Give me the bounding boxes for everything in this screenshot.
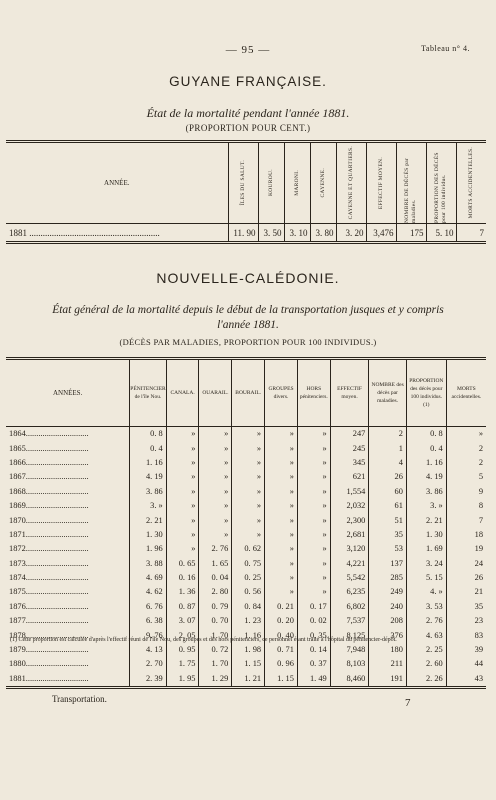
- year-cell: 1869..............................: [6, 499, 130, 513]
- table-cell: 2,032: [330, 499, 369, 513]
- table-cell: »: [199, 441, 232, 455]
- table-cell: »: [166, 427, 199, 442]
- table-cell: 0. 71: [265, 643, 298, 657]
- table-cell: 180: [369, 643, 407, 657]
- year-cell: 1868..............................: [6, 485, 130, 499]
- table-cell: 1. 30: [406, 528, 446, 542]
- column-header-label: PROPORTION DES DÉCÈS pour 100 individus.: [434, 152, 447, 223]
- table-cell: 4. 19: [130, 470, 166, 484]
- table-cell: »: [166, 542, 199, 556]
- table-cell: 2. 39: [130, 672, 166, 688]
- table-row: [6, 600, 486, 614]
- column-header: BOURAIL.: [232, 359, 265, 427]
- column-header: ANNÉE.: [6, 142, 228, 224]
- table-cell: »: [199, 485, 232, 499]
- table-cell: 4,221: [330, 557, 369, 571]
- table-cell: »: [265, 485, 298, 499]
- year-cell: 1876..............................: [6, 600, 130, 614]
- table-cell: »: [265, 470, 298, 484]
- table-cell: 18: [474, 529, 483, 539]
- table-cell: »: [265, 557, 298, 571]
- table-cell: 0. 70: [199, 614, 232, 628]
- table-cell: 2: [369, 427, 407, 442]
- column-header-label: NOMBRE DE DÉCÈS par maladies.: [404, 157, 417, 223]
- table-cell: 3. 20: [336, 224, 366, 243]
- column-header: HORS pénitenciers.: [297, 359, 330, 427]
- table-cell: 24: [474, 558, 483, 568]
- table-cell: 2. 76: [199, 542, 232, 556]
- year-cell: 1879..............................: [6, 643, 130, 657]
- table-cell: »: [265, 571, 298, 585]
- table-cell: 35: [369, 528, 407, 542]
- column-header-label: CAYENNE ET QUARTIERS.: [347, 146, 354, 220]
- column-header-label: MORTS ACCIDENTELLES.: [467, 147, 474, 219]
- year-cell: 1878..............................: [6, 628, 130, 642]
- table-cell: »: [166, 513, 199, 527]
- table-cell: 4. 19: [406, 470, 446, 484]
- table-row: [6, 528, 486, 542]
- table-cell: 6. 76: [130, 600, 166, 614]
- table-cell: 8,103: [330, 657, 369, 671]
- column-header: OUARAIL.: [199, 359, 232, 427]
- footnote: (1) Cette proportion est calculée d'après l'effectif réuni de l'île Nou, des groupes et des hors pénitenciers, ce personnel étant traité à l'hôpital du pénitencier-dépôt.: [10, 637, 397, 643]
- table-cell: »: [199, 528, 232, 542]
- table-cell: 0. 25: [232, 571, 265, 585]
- table-cell: 1. 23: [232, 614, 265, 628]
- table-cell: »: [265, 528, 298, 542]
- table-cell: 1. 16: [232, 628, 265, 642]
- table-cell: »: [232, 456, 265, 470]
- table-cell: 0. 75: [232, 557, 265, 571]
- table-cell: 83: [474, 630, 483, 640]
- table-cell: 0. 87: [166, 600, 199, 614]
- year-cell: 1880..............................: [6, 657, 130, 671]
- table-cell: 0. 96: [265, 657, 298, 671]
- table-cell: 1,554: [330, 485, 369, 499]
- table-cell: 137: [369, 557, 407, 571]
- table-cell: 0. 16: [166, 571, 199, 585]
- table-cell: »: [166, 485, 199, 499]
- section-title-guyane: GUYANE FRANÇAISE.: [169, 74, 327, 89]
- table-cell: 1. 21: [232, 672, 265, 688]
- table-cell: »: [232, 513, 265, 527]
- table-cell: 8: [478, 501, 483, 511]
- table-cell: 3. 86: [130, 485, 166, 499]
- table-cell: 5,542: [330, 571, 369, 585]
- year-cell: 1875..............................: [6, 585, 130, 599]
- table-cell: 3. 88: [130, 557, 166, 571]
- table-cell: »: [297, 456, 330, 470]
- guyane-table: [6, 140, 486, 244]
- year-cell: 1871..............................: [6, 528, 130, 542]
- table-cell: 2. 26: [406, 672, 446, 688]
- year-cell: 1864..............................: [6, 427, 130, 442]
- table-cell: 0. 37: [297, 657, 330, 671]
- table-cell: 2: [478, 443, 483, 453]
- subtitle-line-1: État général de la mortalité depuis le début de la transportation jusques et y compris: [52, 304, 444, 316]
- section-subtitle-guyane: État de la mortalité pendant l'année 1881.: [146, 106, 350, 120]
- page-number: — 95 —: [225, 44, 271, 56]
- table-cell: 0. 4: [130, 441, 166, 455]
- table-cell: 1. 30: [130, 528, 166, 542]
- table-row: [6, 456, 486, 470]
- table-cell: 0. 02: [297, 614, 330, 628]
- table-cell: 1. 70: [199, 628, 232, 642]
- table-cell: 5. 10: [426, 224, 456, 243]
- table-cell: 26: [369, 470, 407, 484]
- table-cell: 1. 69: [406, 542, 446, 556]
- table-cell: 7: [479, 227, 484, 238]
- table-cell: 6,235: [330, 585, 369, 599]
- table-cell: 9. 76: [130, 628, 166, 642]
- column-header-label: EFFECTIF MOYEN.: [377, 156, 384, 210]
- table-cell: 51: [369, 513, 407, 527]
- table-row: [6, 657, 486, 671]
- table-cell: 249: [369, 585, 407, 599]
- table-cell: 621: [330, 470, 369, 484]
- table-cell: 0. 72: [199, 643, 232, 657]
- table-cell: 1: [369, 441, 407, 455]
- table-cell: 4: [369, 456, 407, 470]
- column-header: [284, 142, 310, 224]
- table-cell: 4. 63: [406, 628, 446, 642]
- table-cell: 3,120: [330, 542, 369, 556]
- table-cell: 2. 21: [130, 513, 166, 527]
- table-cell: 208: [369, 614, 407, 628]
- table-cell: 240: [369, 600, 407, 614]
- table-cell: 0. 20: [265, 614, 298, 628]
- year-cell: 1874..............................: [6, 571, 130, 585]
- column-header: [426, 142, 456, 224]
- table-cell: 0. 8: [406, 427, 446, 442]
- table-row: [6, 585, 486, 599]
- table-cell: »: [265, 585, 298, 599]
- table-cell: »: [297, 485, 330, 499]
- year-cell: 1866..............................: [6, 456, 130, 470]
- table-cell: »: [297, 513, 330, 527]
- table-cell: 35: [474, 601, 483, 611]
- column-header: CANALA.: [166, 359, 199, 427]
- table-cell: »: [166, 456, 199, 470]
- table-cell: 0. 4: [406, 441, 446, 455]
- table-cell: 2. 80: [199, 585, 232, 599]
- table-cell: 39: [474, 645, 483, 655]
- table-cell: 0. 21: [265, 600, 298, 614]
- table-cell: »: [297, 528, 330, 542]
- column-header: [258, 142, 284, 224]
- table-cell: 26: [474, 573, 483, 583]
- table-cell: 1. 75: [166, 657, 199, 671]
- table-cell: »: [199, 499, 232, 513]
- table-cell: »: [478, 429, 483, 439]
- column-header: GROUPES divers.: [265, 359, 298, 427]
- table-cell: 3. 53: [406, 600, 446, 614]
- table-cell: »: [297, 499, 330, 513]
- subtitle-line-2: l'année 1881.: [217, 319, 279, 331]
- table-row: [6, 470, 486, 484]
- table-cell: »: [232, 470, 265, 484]
- table-cell: 175: [396, 224, 426, 243]
- table-cell: 23: [474, 616, 483, 626]
- table-cell: 5: [478, 472, 483, 482]
- table-cell: 2. 05: [166, 628, 199, 642]
- column-header: NOMBRE des décès par maladies.: [369, 359, 407, 427]
- column-header: [456, 142, 486, 224]
- table-cell: 4. »: [406, 585, 446, 599]
- table-cell: »: [297, 571, 330, 585]
- table-row: [6, 485, 486, 499]
- table-cell: 0. 40: [265, 628, 298, 642]
- column-header: MORTS accidentelles.: [446, 359, 486, 427]
- year-cell: 1872..............................: [6, 542, 130, 556]
- table-cell: 0. 84: [232, 600, 265, 614]
- table-cell: 3. »: [130, 499, 166, 513]
- table-cell: 0. 8: [130, 427, 166, 442]
- table-cell: 60: [369, 485, 407, 499]
- table-cell: 8,460: [330, 672, 369, 688]
- table-cell: 1. 96: [130, 542, 166, 556]
- table-cell: 247: [330, 427, 369, 442]
- table-cell: »: [166, 470, 199, 484]
- table-cell: »: [199, 427, 232, 442]
- table-cell: 0. 56: [232, 585, 265, 599]
- table-cell: 9: [478, 486, 483, 496]
- table-cell: 2. 76: [406, 614, 446, 628]
- table-cell: 44: [474, 659, 483, 669]
- footer-signature-number: 7: [405, 697, 411, 709]
- table-cell: 4. 69: [130, 571, 166, 585]
- table-cell: 1. 70: [199, 657, 232, 671]
- table-cell: »: [199, 470, 232, 484]
- year-cell: 1877..............................: [6, 614, 130, 628]
- table-cell: 0. 65: [166, 557, 199, 571]
- table-cell: 2. 25: [406, 643, 446, 657]
- section-note-guyane: (PROPORTION POUR CENT.): [185, 123, 311, 133]
- table-cell: 1. 49: [297, 672, 330, 688]
- table-cell: 345: [330, 456, 369, 470]
- table-reference: Tableau n° 4.: [421, 44, 470, 53]
- table-cell: »: [232, 528, 265, 542]
- table-row: [6, 571, 486, 585]
- table-cell: 3. 10: [284, 224, 310, 243]
- table-cell: »: [166, 499, 199, 513]
- table-cell: 6,802: [330, 600, 369, 614]
- table-cell: 2. 21: [406, 513, 446, 527]
- table-cell: 3. »: [406, 499, 446, 513]
- table-cell: 0. 04: [199, 571, 232, 585]
- table-cell: 2. 60: [406, 657, 446, 671]
- column-header: [336, 142, 366, 224]
- table-cell: 1. 15: [265, 672, 298, 688]
- table-cell: 1. 95: [166, 672, 199, 688]
- table-cell: 11. 90: [228, 224, 258, 243]
- table-row: [6, 499, 486, 513]
- table-cell: 2: [478, 457, 483, 467]
- table-cell: »: [199, 456, 232, 470]
- year-cell: 1867..............................: [6, 470, 130, 484]
- year-cell: 1870..............................: [6, 513, 130, 527]
- section-subtitle-caledonie: [14, 303, 482, 333]
- table-cell: 376: [369, 628, 407, 642]
- table-row: [6, 427, 486, 442]
- table-cell: 1. 36: [166, 585, 199, 599]
- table-cell: 0. 79: [199, 600, 232, 614]
- table-cell: »: [265, 427, 298, 442]
- table-cell: 21: [474, 587, 483, 597]
- section-title-caledonie: NOUVELLE-CALÉDONIE.: [156, 270, 340, 286]
- table-cell: 3. 86: [406, 485, 446, 499]
- column-header: PÉNITENCIER de l'île Nou.: [130, 359, 166, 427]
- column-header-label: KOUROU.: [267, 169, 274, 197]
- footer-label: Transportation.: [52, 694, 107, 704]
- table-cell: »: [265, 499, 298, 513]
- table-cell: »: [232, 441, 265, 455]
- table-cell: »: [232, 499, 265, 513]
- table-cell: 8,125: [330, 628, 369, 642]
- year-cell: 1873..............................: [6, 557, 130, 571]
- table-cell: 3,476: [366, 224, 396, 243]
- table-cell: »: [297, 542, 330, 556]
- table-row: [6, 441, 486, 455]
- column-header: [228, 142, 258, 224]
- table-row: [6, 542, 486, 556]
- table-cell: 0. 17: [297, 600, 330, 614]
- table-cell: 7: [478, 515, 483, 525]
- table-cell: »: [265, 441, 298, 455]
- table-cell: »: [297, 557, 330, 571]
- table-cell: 191: [369, 672, 407, 688]
- table-row: [6, 614, 486, 628]
- column-header: [310, 142, 336, 224]
- year-cell: 1865..............................: [6, 441, 130, 455]
- table-cell: 61: [369, 499, 407, 513]
- table-row: [6, 643, 486, 657]
- table-cell: 1. 16: [130, 456, 166, 470]
- table-cell: 4. 13: [130, 643, 166, 657]
- column-header: PROPORTION des décès pour 100 individus. (1): [406, 359, 446, 427]
- table-cell: »: [265, 513, 298, 527]
- table-cell: »: [297, 470, 330, 484]
- table-cell: 0. 35: [297, 628, 330, 642]
- year-cell: 1881..............................: [6, 672, 130, 688]
- table-cell: 5. 15: [406, 571, 446, 585]
- table-cell: »: [166, 441, 199, 455]
- table-cell: 0. 95: [166, 643, 199, 657]
- column-header-label: CAYENNE.: [319, 168, 326, 198]
- table-cell: »: [199, 513, 232, 527]
- table-cell: 43: [474, 673, 483, 683]
- column-header: [396, 142, 426, 224]
- column-header-label: MARONI.: [293, 170, 300, 196]
- table-cell: 2,300: [330, 513, 369, 527]
- table-row: [6, 513, 486, 527]
- table-cell: 1. 65: [199, 557, 232, 571]
- column-header: ANNÉES.: [6, 359, 130, 427]
- table-row: [6, 557, 486, 571]
- table-cell: 1881 ..........................................................: [6, 224, 228, 243]
- table-cell: »: [297, 441, 330, 455]
- table-cell: 53: [369, 542, 407, 556]
- table-cell: 245: [330, 441, 369, 455]
- table-cell: 6. 38: [130, 614, 166, 628]
- table-cell: »: [297, 585, 330, 599]
- table-cell: »: [166, 528, 199, 542]
- table-cell: 285: [369, 571, 407, 585]
- table-cell: 1. 15: [232, 657, 265, 671]
- column-header: EFFECTIF moyen.: [330, 359, 369, 427]
- table-cell: 3. 80: [310, 224, 336, 243]
- table-cell: 4. 62: [130, 585, 166, 599]
- table-cell: 3. 50: [258, 224, 284, 243]
- table-row: [6, 672, 486, 688]
- table-cell: 2,681: [330, 528, 369, 542]
- table-cell: »: [265, 456, 298, 470]
- table-cell: »: [232, 427, 265, 442]
- table-cell: 1. 16: [406, 456, 446, 470]
- column-header: [366, 142, 396, 224]
- table-cell: 0. 62: [232, 542, 265, 556]
- table-cell: 211: [369, 657, 407, 671]
- table-cell: 7,537: [330, 614, 369, 628]
- table-cell: 19: [474, 544, 483, 554]
- table-cell: 2. 70: [130, 657, 166, 671]
- table-cell: 3. 24: [406, 557, 446, 571]
- section-note-caledonie: (DÉCÈS PAR MALADIES, PROPORTION POUR 100 INDIVIDUS.): [119, 337, 377, 347]
- table-cell: »: [265, 542, 298, 556]
- column-header-label: ÎLES DU SALUT.: [239, 160, 246, 206]
- table-cell: 1. 98: [232, 643, 265, 657]
- table-cell: 7,948: [330, 643, 369, 657]
- table-cell: 1. 29: [199, 672, 232, 688]
- table-cell: »: [297, 427, 330, 442]
- table-cell: 3. 07: [166, 614, 199, 628]
- table-cell: 0. 14: [297, 643, 330, 657]
- table-cell: »: [232, 485, 265, 499]
